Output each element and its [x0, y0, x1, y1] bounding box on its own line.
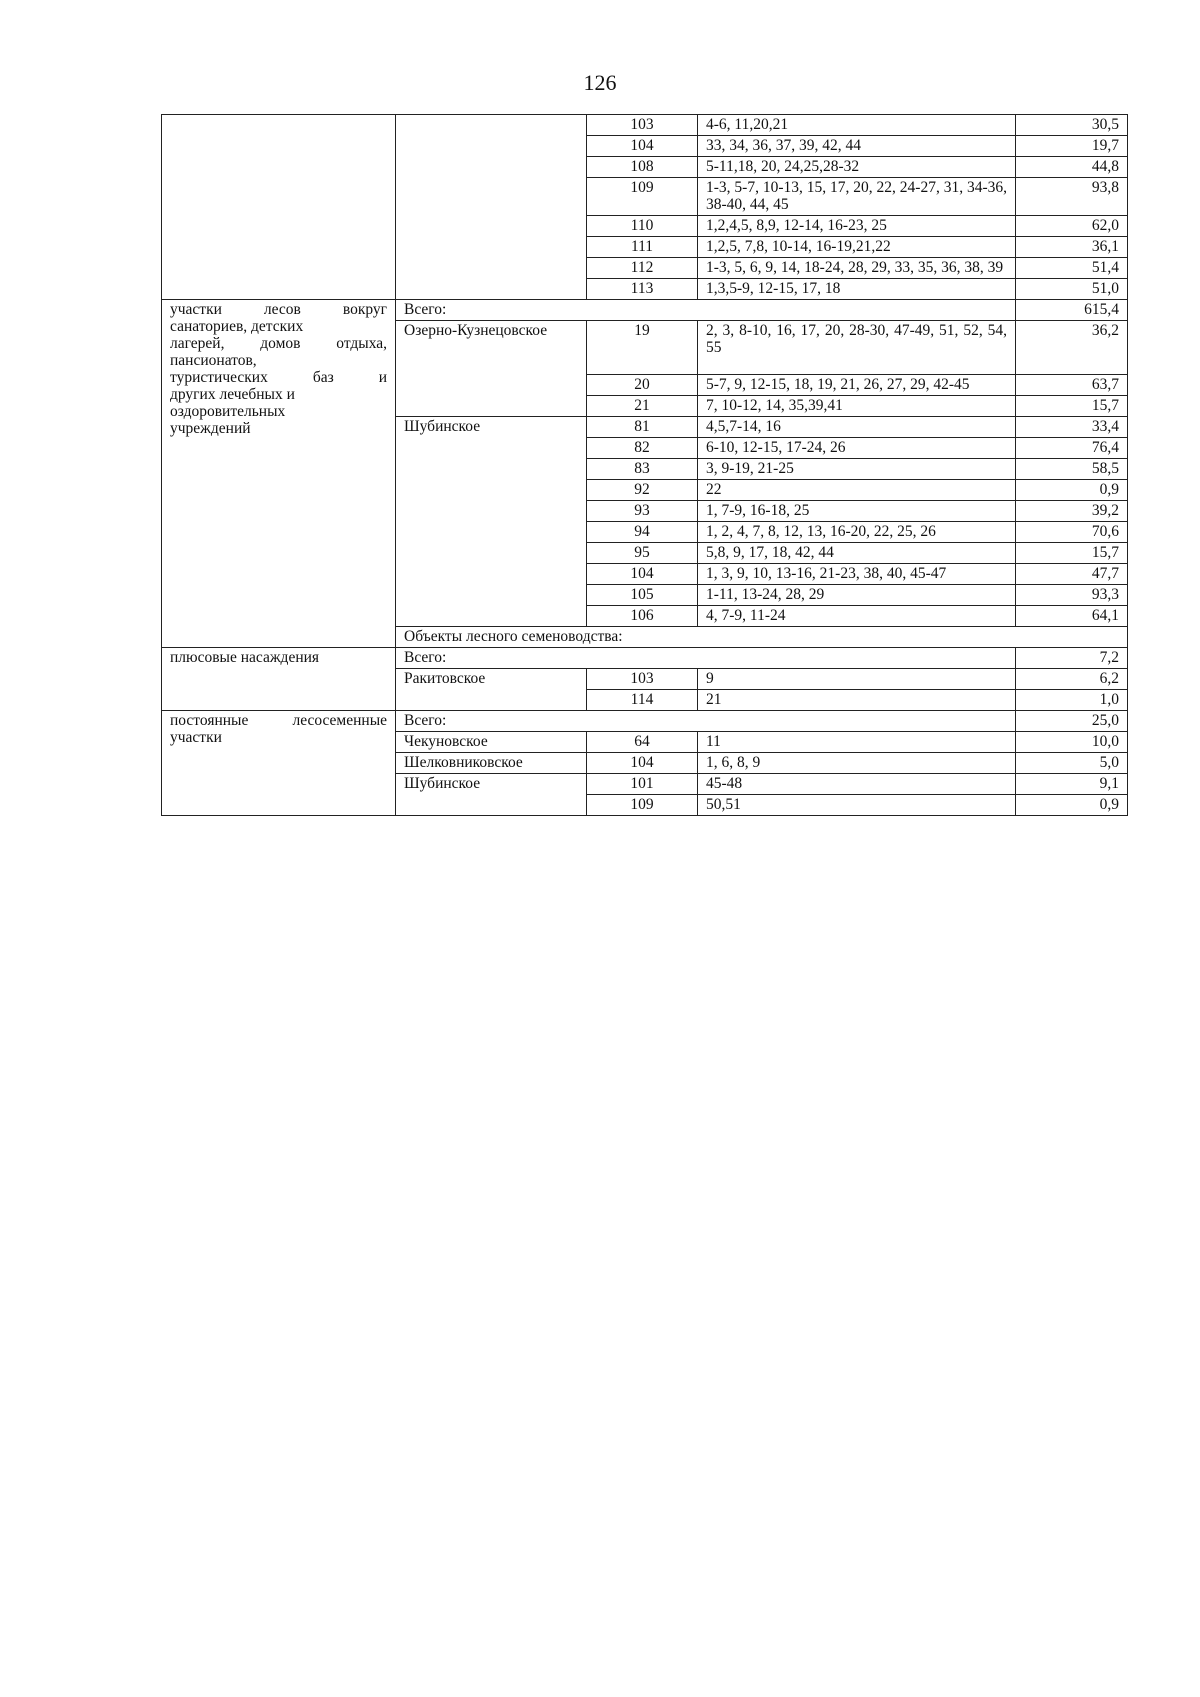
- area-cell: 5,0: [1016, 753, 1128, 774]
- area-cell: 58,5: [1016, 459, 1128, 480]
- area-cell: 0,9: [1016, 480, 1128, 501]
- vydely-cell: 1-3, 5-7, 10-13, 15, 17, 20, 22, 24-27, 31, 34-36, 38-40, 44, 45: [698, 178, 1016, 216]
- area-cell: 93,3: [1016, 585, 1128, 606]
- vydely-cell: 3, 9-19, 21-25: [698, 459, 1016, 480]
- vydely-cell: 6-10, 12-15, 17-24, 26: [698, 438, 1016, 459]
- area-cell: 93,8: [1016, 178, 1128, 216]
- table-row: [162, 300, 1128, 321]
- vydely-cell: 5,8, 9, 17, 18, 42, 44: [698, 543, 1016, 564]
- area-cell: 36,1: [1016, 237, 1128, 258]
- area-cell: 44,8: [1016, 157, 1128, 178]
- vydely-cell: 1-11, 13-24, 28, 29: [698, 585, 1016, 606]
- kvartal-cell: 104: [587, 753, 698, 774]
- total-label: Всего:: [396, 711, 1016, 732]
- kvartal-cell: 101: [587, 774, 698, 795]
- vydely-cell: 21: [698, 690, 1016, 711]
- area-cell: 76,4: [1016, 438, 1128, 459]
- kvartal-cell: 81: [587, 417, 698, 438]
- category-cell: плюсовые насаждения: [162, 648, 396, 711]
- kvartal-cell: 113: [587, 279, 698, 300]
- area-cell: 15,7: [1016, 543, 1128, 564]
- kvartal-cell: 82: [587, 438, 698, 459]
- kvartal-cell: 103: [587, 669, 698, 690]
- kvartal-cell: 93: [587, 501, 698, 522]
- kvartal-cell: 106: [587, 606, 698, 627]
- vydely-cell: 9: [698, 669, 1016, 690]
- kvartal-cell: 103: [587, 115, 698, 136]
- page-number: 126: [583, 70, 617, 95]
- category-line: участки лесов вокруг: [170, 301, 387, 318]
- vydely-cell: 33, 34, 36, 37, 39, 42, 44: [698, 136, 1016, 157]
- total-value: 7,2: [1016, 648, 1128, 669]
- kvartal-cell: 19: [587, 321, 698, 375]
- category-line: учреждений: [170, 420, 251, 437]
- area-cell: 63,7: [1016, 375, 1128, 396]
- vydely-cell: 22: [698, 480, 1016, 501]
- vydely-cell: 1, 3, 9, 10, 13-16, 21-23, 38, 40, 45-47: [698, 564, 1016, 585]
- kvartal-cell: 21: [587, 396, 698, 417]
- area-cell: 70,6: [1016, 522, 1128, 543]
- vydely-cell: 4-6, 11,20,21: [698, 115, 1016, 136]
- forestry-cell: Шелковниковское: [396, 753, 587, 774]
- category-line: других лечебных и: [170, 386, 295, 403]
- kvartal-cell: 83: [587, 459, 698, 480]
- kvartal-cell: 108: [587, 157, 698, 178]
- vydely-cell: 4, 7-9, 11-24: [698, 606, 1016, 627]
- category-line: туристических баз и: [170, 369, 387, 386]
- category-line: постоянные лесосеменные: [170, 712, 387, 729]
- forestry-cell: Шубинское: [396, 417, 587, 627]
- vydely-cell: 2, 3, 8-10, 16, 17, 20, 28-30, 47-49, 51, 52, 54, 55: [698, 321, 1016, 375]
- kvartal-cell: 92: [587, 480, 698, 501]
- forest-table: [161, 114, 1128, 816]
- category-cell: [162, 115, 396, 300]
- vydely-cell: 7, 10-12, 14, 35,39,41: [698, 396, 1016, 417]
- area-cell: 62,0: [1016, 216, 1128, 237]
- forestry-cell: Чекуновское: [396, 732, 587, 753]
- area-cell: 15,7: [1016, 396, 1128, 417]
- total-value: 615,4: [1016, 300, 1128, 321]
- area-cell: 51,0: [1016, 279, 1128, 300]
- forestry-cell: Шубинское: [396, 774, 587, 816]
- area-cell: 33,4: [1016, 417, 1128, 438]
- category-line: участки: [170, 729, 222, 746]
- table-row: [162, 115, 1128, 136]
- kvartal-cell: 114: [587, 690, 698, 711]
- table-body: [162, 115, 1128, 816]
- vydely-cell: 1,2,5, 7,8, 10-14, 16-19,21,22: [698, 237, 1016, 258]
- category-line: лагерей, домов отдыха,: [170, 335, 387, 352]
- total-label: Всего:: [396, 648, 1016, 669]
- kvartal-cell: 95: [587, 543, 698, 564]
- area-cell: 51,4: [1016, 258, 1128, 279]
- vydely-cell: 1, 2, 4, 7, 8, 12, 13, 16-20, 22, 25, 26: [698, 522, 1016, 543]
- kvartal-cell: 111: [587, 237, 698, 258]
- vydely-cell: 1,2,4,5, 8,9, 12-14, 16-23, 25: [698, 216, 1016, 237]
- forestry-cell: Озерно-Кузнецовское: [396, 321, 587, 417]
- kvartal-cell: 104: [587, 136, 698, 157]
- kvartal-cell: 109: [587, 795, 698, 816]
- area-cell: 39,2: [1016, 501, 1128, 522]
- category-cell: [162, 711, 396, 816]
- forestry-cell: [396, 115, 587, 300]
- category-line: санаториев, детских: [170, 318, 304, 335]
- kvartal-cell: 109: [587, 178, 698, 216]
- area-cell: 1,0: [1016, 690, 1128, 711]
- kvartal-cell: 110: [587, 216, 698, 237]
- vydely-cell: 1-3, 5, 6, 9, 14, 18-24, 28, 29, 33, 35, 36, 38, 39: [698, 258, 1016, 279]
- vydely-cell: 5-7, 9, 12-15, 18, 19, 21, 26, 27, 29, 42-45: [698, 375, 1016, 396]
- area-cell: 64,1: [1016, 606, 1128, 627]
- area-cell: 19,7: [1016, 136, 1128, 157]
- area-cell: 10,0: [1016, 732, 1128, 753]
- area-cell: 36,2: [1016, 321, 1128, 375]
- kvartal-cell: 105: [587, 585, 698, 606]
- kvartal-cell: 20: [587, 375, 698, 396]
- table-row: [162, 711, 1128, 732]
- section-heading: Объекты лесного семеноводства:: [396, 627, 1128, 648]
- total-label: Всего:: [396, 300, 1016, 321]
- area-cell: 47,7: [1016, 564, 1128, 585]
- kvartal-cell: 64: [587, 732, 698, 753]
- table-row: [162, 648, 1128, 669]
- area-cell: 9,1: [1016, 774, 1128, 795]
- kvartal-cell: 104: [587, 564, 698, 585]
- vydely-cell: 1, 7-9, 16-18, 25: [698, 501, 1016, 522]
- kvartal-cell: 112: [587, 258, 698, 279]
- area-cell: 6,2: [1016, 669, 1128, 690]
- vydely-cell: 4,5,7-14, 16: [698, 417, 1016, 438]
- category-line: пансионатов,: [170, 352, 257, 369]
- vydely-cell: 5-11,18, 20, 24,25,28-32: [698, 157, 1016, 178]
- total-value: 25,0: [1016, 711, 1128, 732]
- vydely-cell: 1, 6, 8, 9: [698, 753, 1016, 774]
- vydely-cell: 50,51: [698, 795, 1016, 816]
- kvartal-cell: 94: [587, 522, 698, 543]
- vydely-cell: 1,3,5-9, 12-15, 17, 18: [698, 279, 1016, 300]
- area-cell: 30,5: [1016, 115, 1128, 136]
- vydely-cell: 11: [698, 732, 1016, 753]
- forestry-cell: Ракитовское: [396, 669, 587, 711]
- category-cell: [162, 300, 396, 648]
- vydely-cell: 45-48: [698, 774, 1016, 795]
- area-cell: 0,9: [1016, 795, 1128, 816]
- category-line: оздоровительных: [170, 403, 286, 420]
